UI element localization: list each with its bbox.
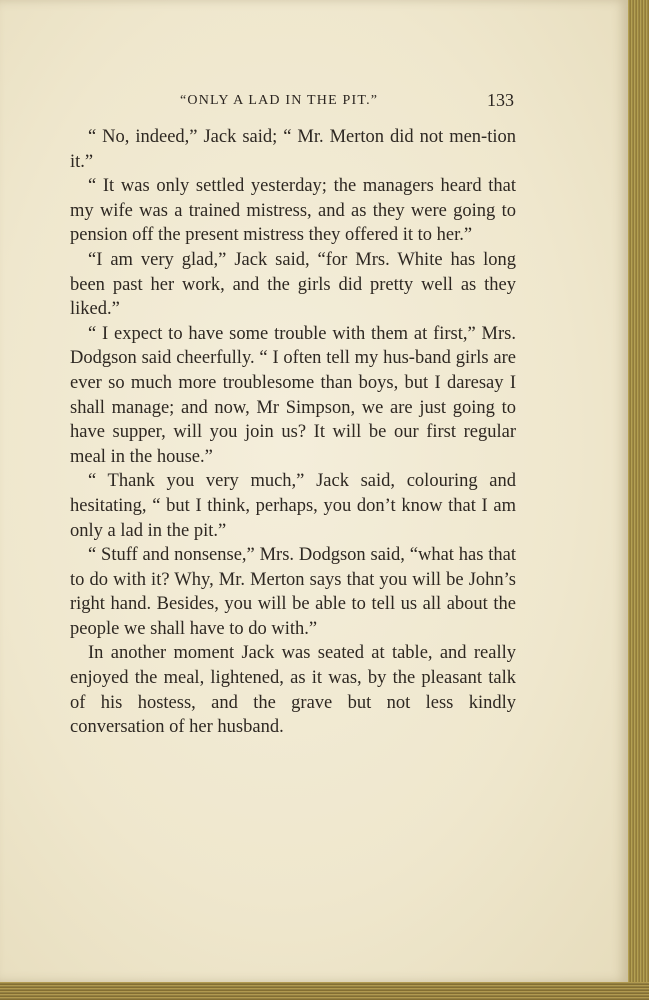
- body-text: [70, 125, 516, 740]
- paragraph: “I am very glad,” Jack said, “for Mrs. White has long been past her work, and the girls did pretty well as they liked.”: [70, 249, 516, 320]
- page-number: 133: [487, 90, 514, 110]
- gilt-page-edge-right: [628, 0, 649, 1000]
- paragraph: “ It was only settled yesterday; the managers heard that my wife was a trained mistress, and as they were going to pension off the present mistress they offered it to her.”: [70, 176, 516, 246]
- paragraph: “ Stuff and nonsense,” Mrs. Dodgson said, “what has that to do with it? Why, Mr. Merton says that you will be John’s right hand. Besides, you will be able to tell us all about the people we shall have to do with.”: [70, 545, 516, 639]
- paragraph: “ Thank you very much,” Jack said, colouring and hesitating, “ but I think, perhaps, you don’t know that I am only a lad in the pit.”: [70, 471, 516, 541]
- paragraph: “ I expect to have some trouble with them at first,” Mrs. Dodgson said cheerfully. “ I often tell my hus-band girls are ever so much more troublesome than boys, but I daresay I shall manage; and now, Mr Simpson, we are just going to have supper, will you join us? It will be our first regular meal in the house.”: [70, 323, 516, 467]
- running-title: “ONLY A LAD IN THE PIT.”: [180, 93, 379, 108]
- page-header: [70, 90, 514, 113]
- gilt-page-edge-bottom: [0, 982, 649, 1000]
- paragraph: In another moment Jack was seated at table, and really enjoyed the meal, lightened, as it was, by the pleasant talk of his hostess, and the grave but not less kindly conversation of her husband.: [70, 643, 516, 738]
- paragraph: “ No, indeed,” Jack said; “ Mr. Merton did not men-tion it.”: [70, 127, 516, 172]
